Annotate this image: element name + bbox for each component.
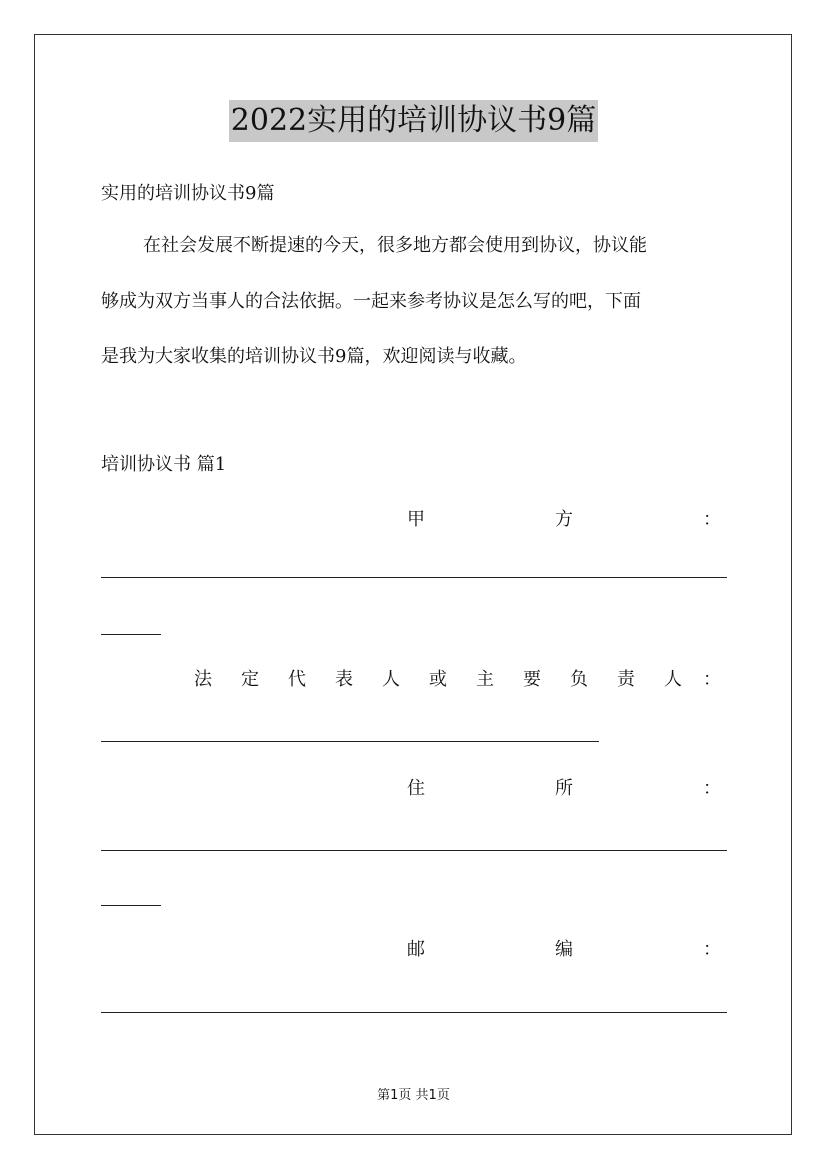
page-number: 第1页 共1页 [377, 1088, 450, 1103]
field-char: 所 [555, 778, 573, 799]
document-subtitle[interactable]: 实用的培训协议书9篇 [101, 183, 275, 204]
field-char: 代 [288, 669, 306, 690]
intro-line-1[interactable]: 在社会发展不断提速的今天，很多地方都会使用到协议，协议能 [143, 235, 647, 256]
field-char: 表 [335, 669, 353, 690]
field-char: 或 [429, 669, 447, 690]
field-char: 主 [476, 669, 494, 690]
field-char: 甲 [407, 509, 425, 530]
blank-line-address-tail[interactable] [101, 905, 161, 906]
field-colon: ： [703, 669, 721, 690]
field-char: 定 [241, 669, 259, 690]
blank-line-address[interactable] [101, 850, 727, 851]
field-char: 邮 [407, 939, 425, 960]
intro-line-3[interactable]: 是我为大家收集的培训协议书9篇，欢迎阅读与收藏。 [101, 346, 527, 367]
field-colon: ： [703, 939, 721, 960]
blank-line-legal-rep[interactable] [101, 741, 599, 742]
section-heading[interactable]: 培训协议书 篇1 [101, 454, 227, 475]
document-title[interactable]: 2022实用的培训协议书9篇 [229, 100, 598, 142]
title-container [0, 100, 827, 142]
field-char: 人 [382, 669, 400, 690]
intro-line-2[interactable]: 够成为双方当事人的合法依据。一起来参考协议是怎么写的吧，下面 [101, 291, 641, 312]
field-char: 法 [194, 669, 212, 690]
blank-line-postcode[interactable] [101, 1012, 727, 1013]
field-colon: ： [703, 509, 721, 530]
field-colon: ： [703, 778, 721, 799]
field-char: 要 [523, 669, 541, 690]
blank-line-party-a[interactable] [101, 577, 727, 578]
field-char: 责 [617, 669, 635, 690]
field-char: 编 [555, 939, 573, 960]
blank-line-party-a-tail[interactable] [101, 634, 161, 635]
field-char: 人 [664, 669, 682, 690]
field-char: 负 [570, 669, 588, 690]
field-char: 住 [407, 778, 425, 799]
field-char: 方 [555, 509, 573, 530]
